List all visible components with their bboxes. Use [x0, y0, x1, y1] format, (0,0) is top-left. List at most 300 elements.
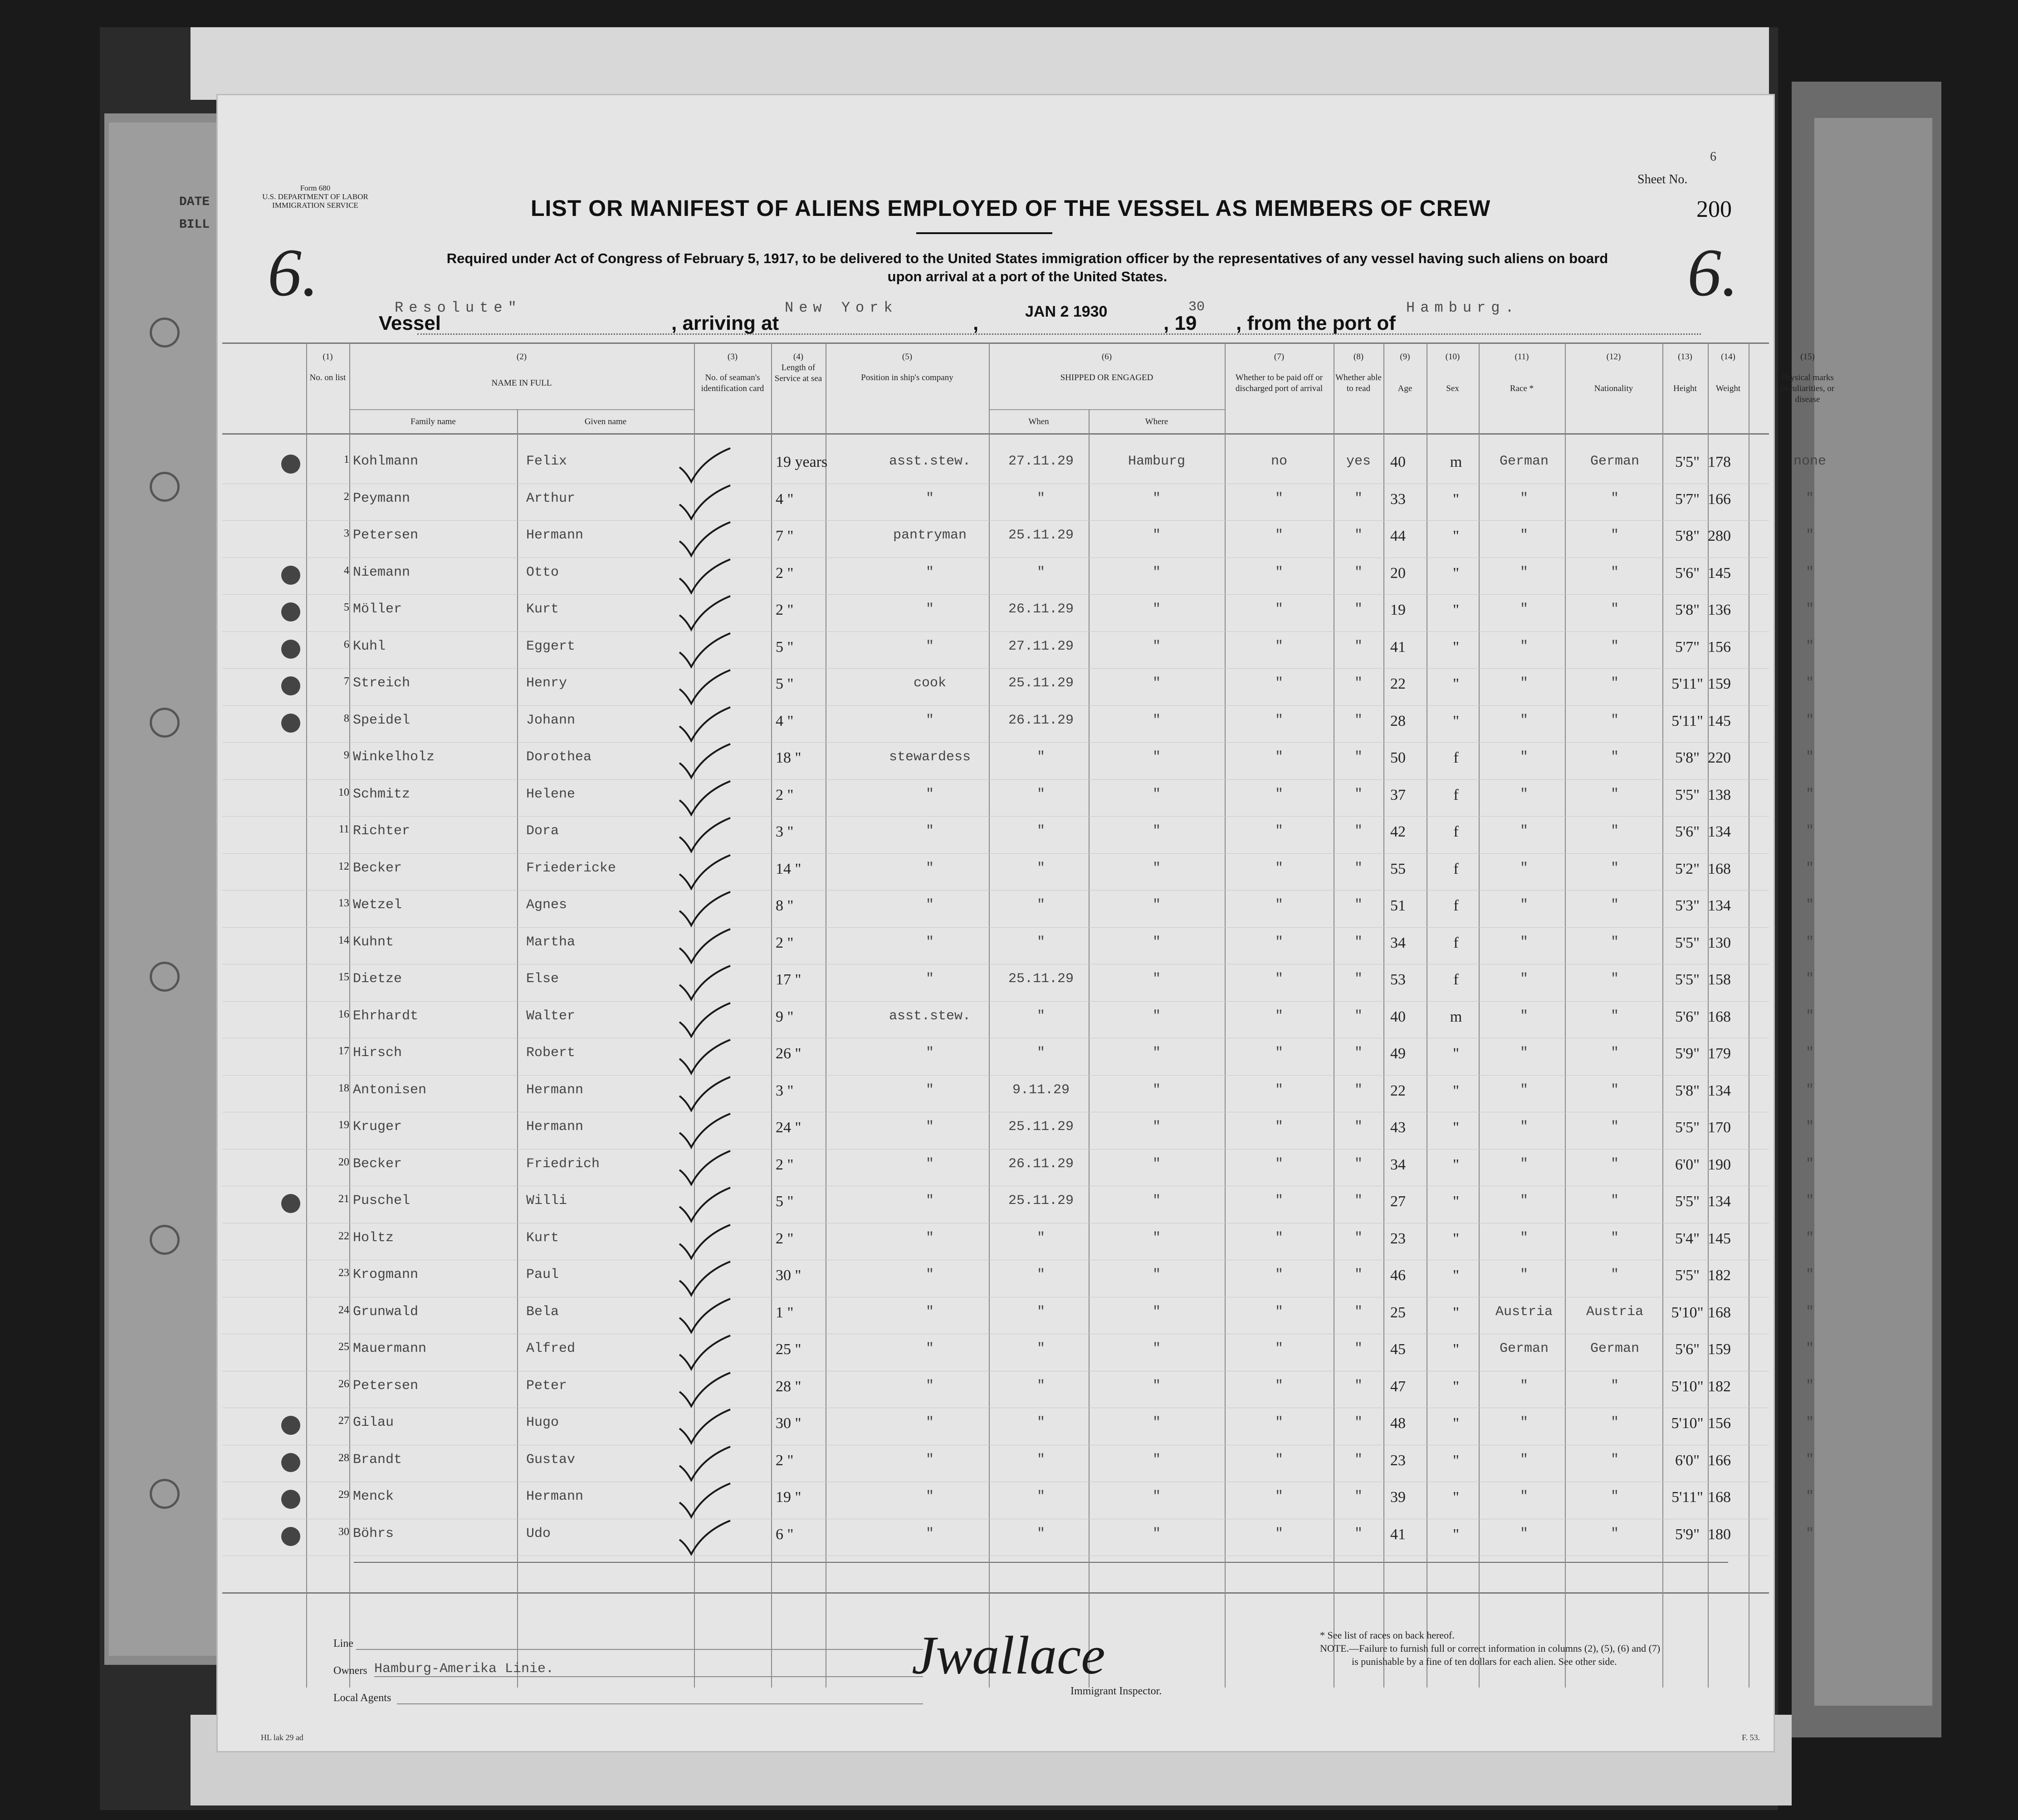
nationality-cell: ": [1610, 860, 1619, 876]
col-header-2b: Given name: [584, 417, 627, 426]
nationality-cell: ": [1610, 1230, 1619, 1246]
table-row: [218, 634, 1814, 670]
able-to-read-cell: ": [1354, 786, 1363, 802]
col-label: No. on list: [309, 373, 346, 382]
checkmark-stroke: [679, 744, 730, 778]
able-to-read-cell: ": [1354, 1415, 1363, 1430]
checkmark-icon: [676, 1518, 735, 1559]
nationality-cell: ": [1610, 675, 1619, 691]
family-name-cell: Becker: [353, 860, 402, 876]
nationality-cell: ": [1610, 749, 1619, 765]
weight-cell: 180: [1708, 1526, 1731, 1543]
row-rule: [222, 927, 1769, 928]
col-header-3: [694, 352, 771, 394]
length-of-service-cell: 9 ": [776, 1008, 794, 1025]
physical-marks-cell: ": [1805, 971, 1814, 987]
checkmark-icon: [676, 963, 735, 1004]
sex-cell: ": [1453, 1526, 1459, 1543]
row-rule: [222, 1149, 1769, 1150]
race-cell: ": [1520, 860, 1528, 876]
weight-cell: 280: [1708, 528, 1731, 544]
col-label: Whether able to read: [1335, 373, 1382, 393]
table-row: [218, 708, 1814, 744]
shipped-when-cell: 26.11.29: [1008, 1156, 1074, 1172]
paid-off-cell: ": [1275, 934, 1283, 950]
row-number-cell: 9: [344, 749, 349, 761]
table-bottom-border: [222, 1592, 1769, 1594]
col-number: (15): [1800, 352, 1815, 362]
table-row: [218, 486, 1814, 523]
paid-off-cell: ": [1275, 860, 1283, 876]
nationality-cell: German: [1590, 454, 1640, 469]
race-cell: ": [1520, 1489, 1528, 1504]
table-row: [218, 893, 1814, 929]
punch-hole-icon: [281, 640, 300, 659]
family-name-cell: Kohlmann: [353, 454, 419, 469]
race-cell: Austria: [1495, 1304, 1553, 1320]
physical-marks-cell: ": [1805, 1082, 1814, 1098]
sex-cell: ": [1453, 1082, 1459, 1099]
sex-cell: ": [1453, 1045, 1459, 1062]
table-row: [218, 1115, 1814, 1151]
age-cell: 49: [1390, 1045, 1406, 1062]
able-to-read-cell: ": [1354, 897, 1363, 913]
title-underline: [916, 232, 1052, 234]
side-text-date: DATE: [179, 195, 210, 209]
length-of-service-cell: 5 ": [776, 1193, 794, 1210]
weight-cell: 159: [1708, 1341, 1731, 1358]
checkmark-icon: [676, 889, 735, 930]
owners-value: Hamburg-Amerika Linie.: [374, 1661, 554, 1677]
sex-cell: ": [1453, 1489, 1459, 1506]
given-name-cell: Hermann: [526, 528, 584, 543]
checkmark-stroke: [679, 559, 730, 593]
position-cell: ": [925, 860, 934, 876]
age-cell: 50: [1390, 749, 1406, 766]
length-of-service-cell: 1 ": [776, 1304, 794, 1321]
shipped-where-cell: ": [1152, 675, 1161, 691]
weight-cell: 168: [1708, 860, 1731, 877]
race-cell: ": [1520, 490, 1528, 506]
col-header-8: [1334, 352, 1383, 394]
physical-marks-cell: ": [1805, 564, 1814, 580]
age-cell: 44: [1390, 528, 1406, 544]
length-of-service-cell: 30 ": [776, 1267, 801, 1284]
shipped-when-cell: ": [1036, 1452, 1045, 1468]
shipped-when-cell: ": [1036, 1267, 1045, 1282]
given-name-cell: Hermann: [526, 1119, 584, 1135]
given-name-cell: Henry: [526, 675, 567, 691]
weight-cell: 156: [1708, 1415, 1731, 1432]
paid-off-cell: ": [1275, 1045, 1283, 1061]
row-number-cell: 5: [344, 602, 349, 613]
height-cell: 5'5": [1675, 1267, 1700, 1284]
shipped-when-cell: ": [1036, 1489, 1045, 1504]
shipped-when-cell: ": [1036, 1008, 1045, 1024]
sex-cell: ": [1453, 1156, 1459, 1173]
age-cell: 37: [1390, 786, 1406, 803]
checkmark-stroke: [679, 485, 730, 519]
physical-marks-cell: ": [1805, 712, 1814, 728]
position-cell: stewardess: [889, 749, 971, 765]
table-row: [218, 745, 1814, 781]
note-races: * See list of races on back hereof.: [1320, 1629, 1455, 1641]
sex-cell: f: [1453, 786, 1459, 803]
sex-cell: ": [1453, 1415, 1459, 1432]
physical-marks-cell: none: [1793, 454, 1826, 469]
nationality-cell: ": [1610, 528, 1619, 543]
paid-off-cell: ": [1275, 1526, 1283, 1541]
physical-marks-cell: ": [1805, 1230, 1814, 1246]
sex-cell: ": [1453, 1119, 1459, 1136]
age-cell: 34: [1390, 934, 1406, 951]
service-label: IMMIGRATION SERVICE: [272, 201, 358, 210]
paid-off-cell: ": [1275, 638, 1283, 654]
sex-cell: ": [1453, 1230, 1459, 1247]
row-number-cell: 7: [344, 675, 349, 687]
sheet-no-small: 6: [1710, 150, 1716, 164]
paid-off-cell: ": [1275, 528, 1283, 543]
physical-marks-cell: ": [1805, 1452, 1814, 1468]
port-of-departure: Hamburg.: [1406, 299, 1520, 316]
given-name-cell: Willi: [526, 1193, 567, 1208]
col-label: Height: [1673, 384, 1697, 393]
sex-cell: f: [1453, 860, 1459, 877]
family-name-cell: Menck: [353, 1489, 394, 1504]
able-to-read-cell: ": [1354, 1193, 1363, 1208]
shipped-when-cell: 27.11.29: [1008, 454, 1074, 469]
col-number: (1): [322, 352, 333, 362]
given-name-cell: Robert: [526, 1045, 576, 1061]
col-number: (10): [1445, 352, 1460, 362]
table-row: [218, 1374, 1814, 1410]
binder-ring: [150, 1479, 180, 1509]
shipped-where-cell: ": [1152, 749, 1161, 765]
able-to-read-cell: ": [1354, 1526, 1363, 1541]
position-cell: ": [925, 1230, 934, 1246]
nationality-cell: ": [1610, 1378, 1619, 1394]
age-cell: 40: [1390, 454, 1406, 470]
position-cell: pantryman: [893, 528, 967, 543]
row-number-cell: 18: [338, 1082, 349, 1094]
row-rule: [222, 520, 1769, 521]
shipped-where-cell: ": [1152, 1378, 1161, 1394]
sex-cell: ": [1453, 712, 1459, 729]
col-label: Race *: [1510, 384, 1534, 393]
physical-marks-cell: ": [1805, 1415, 1814, 1430]
row-number-cell: 29: [338, 1489, 349, 1501]
col-label: Position in ship's company: [861, 373, 953, 382]
given-name-cell: Walter: [526, 1008, 576, 1024]
given-name-cell: Else: [526, 971, 559, 987]
row-number-cell: 20: [338, 1156, 349, 1168]
physical-marks-cell: ": [1805, 749, 1814, 765]
table-row: [218, 1300, 1814, 1336]
binder-ring: [150, 962, 180, 992]
height-cell: 5'6": [1675, 564, 1700, 582]
col-header-14: [1708, 352, 1749, 394]
table-row: [218, 1410, 1814, 1447]
able-to-read-cell: ": [1354, 971, 1363, 987]
position-cell: cook: [913, 675, 946, 691]
weight-cell: 156: [1708, 638, 1731, 656]
weight-cell: 145: [1708, 712, 1731, 729]
sex-cell: ": [1453, 528, 1459, 544]
paid-off-cell: ": [1275, 1193, 1283, 1208]
race-cell: ": [1520, 712, 1528, 728]
col-number: (13): [1678, 352, 1692, 362]
age-cell: 22: [1390, 1082, 1406, 1099]
position-cell: ": [925, 1267, 934, 1282]
family-name-cell: Speidel: [353, 712, 410, 728]
checkmark-stroke: [679, 1373, 730, 1406]
family-name-cell: Krogmann: [353, 1267, 419, 1282]
checkmark-stroke: [679, 707, 730, 741]
physical-marks-cell: ": [1805, 528, 1814, 543]
family-name-cell: Kruger: [353, 1119, 402, 1135]
paid-off-cell: ": [1275, 971, 1283, 987]
given-name-cell: Helene: [526, 786, 576, 802]
row-number-cell: 25: [338, 1341, 349, 1353]
able-to-read-cell: ": [1354, 1008, 1363, 1024]
row-number-cell: 4: [344, 564, 349, 577]
nationality-cell: Austria: [1586, 1304, 1644, 1320]
race-cell: ": [1520, 675, 1528, 691]
family-name-cell: Streich: [353, 675, 410, 691]
age-cell: 46: [1390, 1267, 1406, 1284]
given-name-cell: Kurt: [526, 1230, 559, 1246]
shipped-when-cell: ": [1036, 1415, 1045, 1430]
checkmark-icon: [676, 519, 735, 560]
able-to-read-cell: ": [1354, 638, 1363, 654]
shipped-where-cell: ": [1152, 1193, 1161, 1208]
length-of-service-cell: 3 ": [776, 1082, 794, 1099]
checkmark-stroke: [679, 1040, 730, 1073]
shipped-where-cell: ": [1152, 602, 1161, 617]
height-cell: 5'5": [1675, 454, 1700, 470]
col-label: Nationality: [1594, 384, 1633, 393]
given-name-cell: Johann: [526, 712, 576, 728]
position-cell: ": [925, 786, 934, 802]
binder-ring: [150, 318, 180, 347]
punch-hole-icon: [281, 1527, 300, 1546]
family-name-cell: Brandt: [353, 1452, 402, 1468]
given-name-cell: Gustav: [526, 1452, 576, 1468]
sex-cell: f: [1453, 823, 1459, 840]
footer-code-left: HL lak 29 ad: [261, 1733, 303, 1742]
weight-cell: 220: [1708, 749, 1731, 766]
shipped-when-cell: 25.11.29: [1008, 1193, 1074, 1208]
race-cell: German: [1499, 1341, 1549, 1356]
able-to-read-cell: ": [1354, 490, 1363, 506]
col-label: Age: [1397, 384, 1412, 393]
row-number-cell: 19: [338, 1119, 349, 1131]
inspector-signature: Jwallace: [912, 1625, 1105, 1685]
position-cell: ": [925, 934, 934, 950]
checkmark-icon: [676, 1259, 735, 1300]
position-cell: ": [925, 712, 934, 728]
sex-cell: ": [1453, 490, 1459, 508]
checkmark-stroke: [679, 966, 730, 999]
race-cell: ": [1520, 1452, 1528, 1468]
shipped-when-cell: ": [1036, 860, 1045, 876]
sex-cell: ": [1453, 602, 1459, 618]
footer-notes: [1320, 1629, 1755, 1668]
col-number: (12): [1606, 352, 1621, 362]
punch-hole-icon: [281, 1453, 300, 1472]
sheet-no-label: Sheet No.: [1637, 172, 1688, 186]
height-cell: 5'6": [1675, 1008, 1700, 1025]
race-cell: ": [1520, 1230, 1528, 1246]
given-name-cell: Friedrich: [526, 1156, 600, 1172]
able-to-read-cell: ": [1354, 749, 1363, 765]
row-number-cell: 24: [338, 1304, 349, 1316]
vessel-name: Resolute": [395, 299, 522, 316]
shipped-where-cell: Hamburg: [1128, 454, 1186, 469]
height-cell: 5'9": [1675, 1045, 1700, 1062]
height-cell: 5'11": [1671, 675, 1703, 692]
able-to-read-cell: ": [1354, 1082, 1363, 1098]
nationality-cell: ": [1610, 490, 1619, 506]
given-name-cell: Alfred: [526, 1341, 576, 1356]
col-number: (3): [727, 352, 738, 362]
weight-cell: 166: [1708, 490, 1731, 508]
owners-underline: [374, 1676, 923, 1677]
nationality-cell: ": [1610, 1156, 1619, 1172]
position-cell: ": [925, 602, 934, 617]
row-number-cell: 11: [338, 823, 349, 835]
length-of-service-cell: 26 ": [776, 1045, 801, 1062]
paid-off-cell: ": [1275, 1378, 1283, 1394]
table-row: [218, 1189, 1814, 1225]
row-number-cell: 27: [338, 1415, 349, 1427]
punch-hole-icon: [281, 1416, 300, 1435]
family-name-cell: Holtz: [353, 1230, 394, 1246]
able-to-read-cell: ": [1354, 1119, 1363, 1135]
height-cell: 5'11": [1671, 712, 1703, 729]
row-number-cell: 6: [344, 638, 349, 651]
length-of-service-cell: 2 ": [776, 1452, 794, 1469]
checkmark-stroke: [679, 448, 730, 482]
given-name-cell: Felix: [526, 454, 567, 469]
position-cell: ": [925, 1452, 934, 1468]
age-cell: 23: [1390, 1452, 1406, 1469]
table-row: [218, 1522, 1814, 1558]
position-cell: asst.stew.: [889, 1008, 971, 1024]
row-number-cell: 12: [338, 860, 349, 872]
height-cell: 5'5": [1675, 934, 1700, 951]
sex-cell: f: [1453, 971, 1459, 988]
height-cell: 5'10": [1671, 1415, 1704, 1432]
paid-off-cell: ": [1275, 1156, 1283, 1172]
physical-marks-cell: ": [1805, 1267, 1814, 1282]
comma-separator: ,: [973, 312, 979, 334]
shipped-when-cell: ": [1036, 786, 1045, 802]
sex-cell: ": [1453, 638, 1459, 656]
height-cell: 5'5": [1675, 1193, 1700, 1210]
given-name-cell: Kurt: [526, 602, 559, 617]
able-to-read-cell: ": [1354, 528, 1363, 543]
physical-marks-cell: ": [1805, 897, 1814, 913]
given-name-cell: Dorothea: [526, 749, 592, 765]
length-of-service-cell: 5 ": [776, 675, 794, 692]
shipped-where-cell: ": [1152, 1526, 1161, 1541]
shipped-where-cell: ": [1152, 971, 1161, 987]
col-label: Length of Service at sea: [774, 363, 822, 383]
race-cell: ": [1520, 1082, 1528, 1098]
checkmark-stroke: [679, 1483, 730, 1517]
checkmark-stroke: [679, 892, 730, 925]
col-header-15: [1749, 352, 1867, 405]
shipped-where-cell: ": [1152, 897, 1161, 913]
weight-cell: 178: [1708, 454, 1731, 470]
family-name-cell: Möller: [353, 602, 402, 617]
col-label: Whether to be paid off or discharged port of arrival: [1235, 373, 1323, 393]
physical-marks-cell: ": [1805, 1008, 1814, 1024]
row-number-cell: 28: [338, 1452, 349, 1464]
given-name-cell: Paul: [526, 1267, 559, 1282]
position-cell: ": [925, 1156, 934, 1172]
age-cell: 27: [1390, 1193, 1406, 1210]
family-name-cell: Schmitz: [353, 786, 410, 802]
height-cell: 5'8": [1675, 528, 1700, 544]
row-number-cell: 1: [344, 454, 349, 465]
table-row: [218, 597, 1814, 633]
height-cell: 5'10": [1671, 1304, 1704, 1321]
checkmark-icon: [676, 705, 735, 745]
nationality-cell: ": [1610, 638, 1619, 654]
row-number-cell: 21: [338, 1193, 349, 1205]
row-number-cell: 26: [338, 1378, 349, 1390]
manifest-sheet: [218, 95, 1835, 1751]
height-cell: 6'0": [1675, 1452, 1700, 1469]
shipped-where-cell: ": [1152, 1119, 1161, 1135]
shipped-when-cell: 25.11.29: [1008, 1119, 1074, 1135]
col-number: (11): [1515, 352, 1529, 362]
sex-cell: ": [1453, 1267, 1459, 1284]
length-of-service-cell: 2 ": [776, 564, 794, 582]
shipped-where-cell: ": [1152, 1045, 1161, 1061]
race-cell: ": [1520, 1378, 1528, 1394]
height-cell: 5'7": [1675, 490, 1700, 508]
age-cell: 48: [1390, 1415, 1406, 1432]
binder-ring: [150, 1225, 180, 1255]
nationality-cell: ": [1610, 1008, 1619, 1024]
checkmark-icon: [676, 593, 735, 634]
col-header-12: [1565, 352, 1662, 394]
physical-marks-cell: ": [1805, 1304, 1814, 1320]
row-number-cell: 16: [338, 1008, 349, 1020]
checkmark-stroke: [679, 1225, 730, 1258]
physical-marks-cell: ": [1805, 1489, 1814, 1504]
height-cell: 5'5": [1675, 786, 1700, 803]
row-rule: [222, 668, 1769, 669]
able-to-read-cell: ": [1354, 1045, 1363, 1061]
shipped-where-cell: ": [1152, 860, 1161, 876]
given-name-cell: Arthur: [526, 490, 576, 506]
age-cell: 42: [1390, 823, 1406, 840]
weight-cell: 168: [1708, 1304, 1731, 1321]
shipped-where-cell: ": [1152, 1008, 1161, 1024]
sex-cell: m: [1450, 1008, 1462, 1025]
race-cell: ": [1520, 528, 1528, 543]
shipped-where-cell: ": [1152, 786, 1161, 802]
able-to-read-cell: ": [1354, 823, 1363, 839]
age-cell: 41: [1390, 1526, 1406, 1543]
shipped-where-cell: ": [1152, 1489, 1161, 1504]
shipped-where-cell: ": [1152, 638, 1161, 654]
able-to-read-cell: yes: [1346, 454, 1371, 469]
